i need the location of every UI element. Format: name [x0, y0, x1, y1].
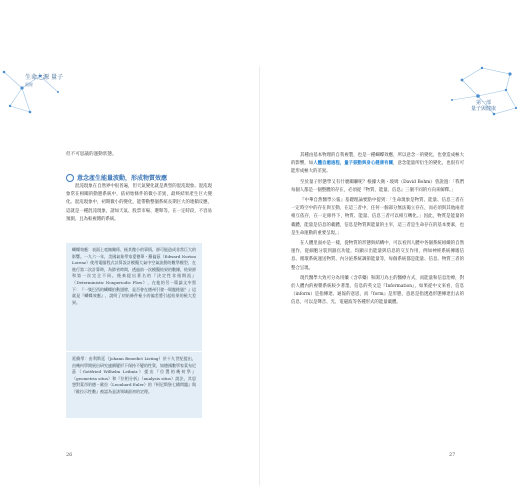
right-running-header: [440, 66, 520, 116]
circle-bullet-icon: [66, 174, 74, 182]
header-title-line1: 生命之源: [25, 74, 50, 81]
section-heading: [66, 173, 226, 183]
section-title: 意念產生能量波動，形成物質效應: [77, 175, 168, 182]
note-text: 蝴蝶效應：表面上毫無關係、極其微小的事情，卻可能造成非常巨大的影響。一九六一年，美國氣象學家愛德華・羅倫茲（Edward Norton Lorenz）使用電腦程式計算設計模擬大氣中空氣流動的數學模型，在進行第二次計算時，為節省時間，透過前一次模擬結果的數據，結果卻和第一次完全不同。後來提出著名的『決定性非週期流』（Deterministic Nonperiodic Flow），在他的另一篇論文中寫下：『一隻巴西的蝴蝶拍動翅膀，是否會在德州引發一場龍捲風？』這就是『蝴蝶效應』，說明了初始條件極小的偏差將引起結果的極大差異。: [72, 247, 196, 305]
header-part-label: 第一部: [476, 100, 492, 106]
header-subtitle: 奧秘: [25, 82, 33, 87]
page-gutter: [259, 66, 260, 486]
body-paragraph: 至於量子形態學又有什麼關聯呢？根據大衛・玻姆（David Bohm）曾說過：「我們每個人都是一個整體的存在，必須從『物質、能量、信息』三個不同的方向來解釋。」: [291, 179, 464, 193]
page-number: 27: [449, 452, 456, 458]
left-running-header: [10, 70, 70, 110]
header-title-line2: 量子: [50, 74, 63, 81]
continuation-text: 但不可思議的運動狀態。: [66, 152, 117, 157]
body-paragraph: 混沌現象在自然界中很普遍，但天氣變化就是典型的混沌現象。混沌現象常在相關的動態系統中，依初始條件的微小差異，最終結果產生巨大變化。混沌現象中，初期微小的變化，能帶動整個系統長期巨大的連鎖反應，這就是一種混沌現象，諸如天氣、股票市場、選舉等，在一定時段，不容易預測，且為較複雜的系統。: [66, 184, 212, 222]
left-body-text: [66, 183, 212, 224]
body-paragraph: 在人體里面亦是一樣，從物質的形態與結構中，可以看到人體中各個系統組織的自然運作，從細胞分裂到器官功能，均顯示出能量與信息的交互作用，例如神經系統傳遞信息、循環系統運送物質、內分泌系統調節能量等，每個系統都是能量、信息、物質三者的整合呈現。: [291, 241, 464, 271]
right-header-title: [471, 100, 496, 112]
header-subtitle: 量子與健康: [471, 106, 497, 112]
left-header-title: [25, 74, 63, 88]
sidebar-note-topology: [66, 352, 202, 418]
note-text: 延續學：由利斯廷（Johann Benedict Listing）於十九世紀提出，由幾何學開展出研究連續變形下保持不變的性質，如德國數學家萊布尼茲（Gottfried Wilhelm Leibniz）提出『位置的幾何學』（geometria situs）和『位相分析』（analysis situs）說法，其思想對萊昂哈德・歐拉（Leonhard Euler）的『柯尼斯堡七橋問題』與『歐拉示性數』被認為是該領域最初的定理。: [72, 356, 196, 394]
sidebar-note-butterfly-effect: [66, 243, 202, 351]
right-body-text: [291, 152, 464, 310]
body-paragraph: 其種由基本物理的自我複製，也是一種蝴蝶效應，所以意念一的變化，也會造成極大的影響，如人體自癒過程，量子振動與身心健康有關，意念能量所衍生的變化，也很有可能形成極大的差異。: [291, 153, 464, 175]
highlighted-phrase: 人體自癒過程，量子振動與身心健康有關: [313, 161, 394, 167]
body-paragraph: 現代醫學大致可分為用藥（含草藥）和開刀為主的醫療方式，而能量和信息治療，對於人體內的複雜系統較少著墨，信息的英文是『Information』，如果從中文來看，信息（inform）是指傳達、通報的意思，而『form』是形態，意思是指透過形態傳達出去的信息，可以是聲音、光、電磁波等各種形式的能量載體。: [291, 275, 464, 306]
page-number: 26: [66, 452, 73, 458]
body-paragraph: 『中華自然醫學公報』基礎理論要點中提到：「生命現象是物質、能量、信息三者在一定時空中的存在與互動，在這三者中，任何一個部分無法獨立存在，而必須與其他兩者相互依存，在一定條件下，物質、能量、信息三者可以相互轉化。」因此，物質是能量的載體，能量是信息的載體，信息是物質與能量的主宰，這三者是生命存在的基本要素，也是生命運動的重要呈現。」: [291, 198, 464, 236]
